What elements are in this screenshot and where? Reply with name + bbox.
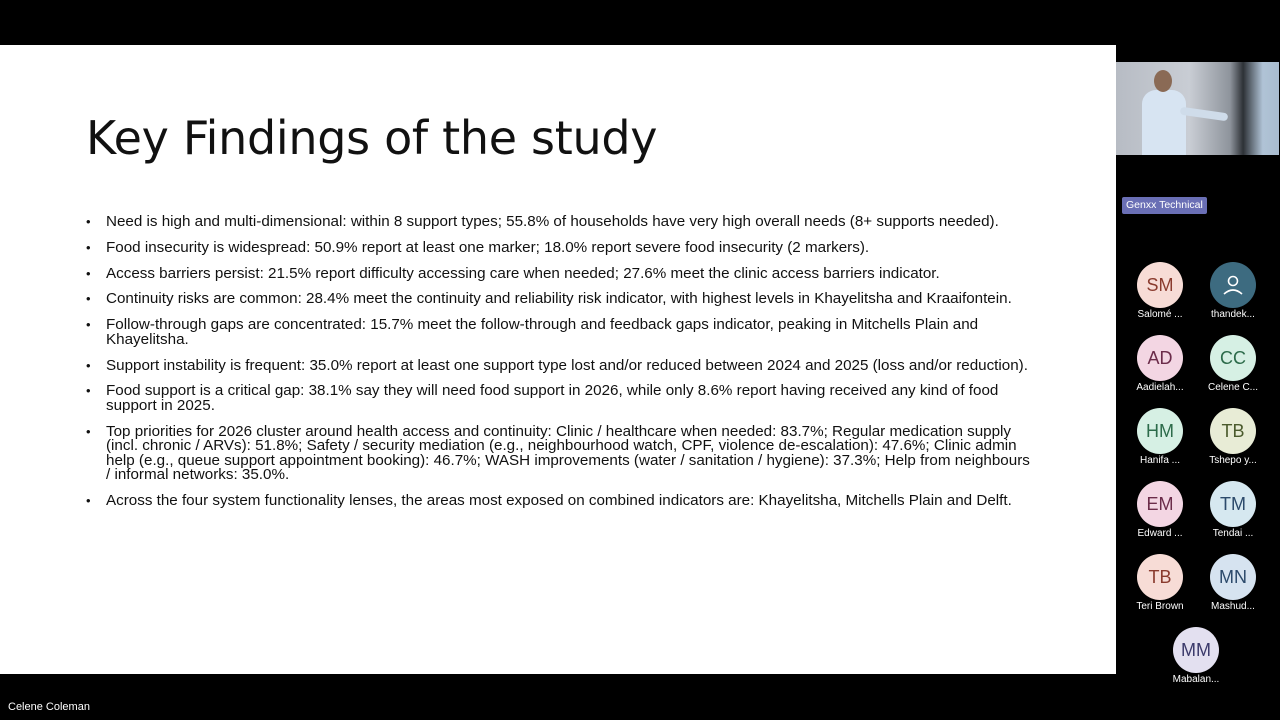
avatar: MM bbox=[1173, 627, 1219, 673]
participant-tile[interactable] bbox=[1124, 408, 1196, 466]
bullet-icon: • bbox=[86, 493, 91, 509]
participant-tile[interactable] bbox=[1124, 481, 1196, 539]
participant-tile[interactable] bbox=[1124, 335, 1196, 393]
avatar: CC bbox=[1210, 335, 1256, 381]
finding-item: • Food support is a critical gap: 38.1% say they will need food support in 2026, while only 8.6% report having received any kind of food support in 2025. bbox=[86, 382, 999, 414]
finding-item: • Follow-through gaps are concentrated: 15.7% meet the follow-through and feedback gaps indicator, peaking in Mitchells Plain and Khayelitsha. bbox=[86, 316, 979, 348]
findings-list bbox=[86, 215, 1036, 520]
bullet-icon: • bbox=[86, 214, 91, 229]
participant-tile[interactable] bbox=[1124, 554, 1196, 612]
participant-name: Mashud... bbox=[1211, 601, 1255, 612]
bullet-icon: • bbox=[86, 265, 91, 281]
participant-name: Hanifa ... bbox=[1139, 455, 1181, 466]
presenter-arm bbox=[1180, 107, 1229, 122]
participant-tile[interactable] bbox=[1197, 262, 1269, 320]
participant-name: Salomé ... bbox=[1137, 309, 1183, 320]
avatar: EM bbox=[1137, 481, 1183, 527]
avatar bbox=[1210, 262, 1256, 308]
avatar: TB bbox=[1137, 554, 1183, 600]
participant-name: Tendai ... bbox=[1212, 528, 1254, 539]
avatar: SM bbox=[1137, 262, 1183, 308]
participant-tile[interactable] bbox=[1197, 554, 1269, 612]
user-icon bbox=[1222, 274, 1244, 296]
participant-name: Aadielah... bbox=[1136, 382, 1184, 393]
finding-item: • Continuity risks are common: 28.4% meet the continuity and reliability risk indicator, with highest levels in Khayelitsha and Kraaifontein. bbox=[86, 290, 1012, 308]
shared-slide bbox=[0, 45, 1116, 674]
presenter-name-tag: Genxx Technical bbox=[1122, 197, 1207, 214]
participant-tile[interactable] bbox=[1124, 262, 1196, 320]
participant-name: Celene C... bbox=[1207, 382, 1259, 393]
participant-name: thandek... bbox=[1211, 309, 1255, 320]
participant-name: Teri Brown bbox=[1136, 601, 1184, 612]
avatar: HM bbox=[1137, 408, 1183, 454]
participant-tile[interactable] bbox=[1197, 408, 1269, 466]
avatar: TM bbox=[1210, 481, 1256, 527]
participant-tile[interactable] bbox=[1197, 481, 1269, 539]
finding-item: • Food insecurity is widespread: 50.9% report at least one marker; 18.0% report severe food insecurity (2 markers). bbox=[86, 238, 870, 256]
avatar: AD bbox=[1137, 335, 1183, 381]
finding-item: • Need is high and multi-dimensional: within 8 support types; 55.8% of households have very high overall needs (8+ supports needed). bbox=[86, 213, 999, 230]
finding-item: • Across the four system functionality lenses, the areas most exposed on combined indicators are: Khayelitsha, Mitchells Plain and Delft. bbox=[86, 492, 1012, 510]
bullet-icon: • bbox=[86, 423, 91, 439]
participant-name: Mabalan... bbox=[1172, 674, 1220, 685]
finding-item: • Top priorities for 2026 cluster around health access and continuity: Clinic / healthcare when needed: 83.7%; Regular medication supply (incl. chronic / ARVs): 51.8%; Safety / security mediation (e.g., neighbourhood watch, CPF, violence de-escalation): 47.6%; Clinic admin help (e.g., queue support appointment booking): 46.7%; WASH improvements (water / sanitation / hygiene): 37.3%; Help from neighbours / informal networks: 35.0%. bbox=[86, 422, 1030, 484]
participant-tile[interactable] bbox=[1197, 335, 1269, 393]
finding-item: • Support instability is frequent: 35.0% report at least one support type lost and/or reduced between 2024 and 2025 (loss and/or reduction). bbox=[86, 356, 1028, 374]
bullet-icon: • bbox=[86, 291, 91, 307]
presenter-video[interactable] bbox=[1116, 62, 1279, 155]
bullet-icon: • bbox=[86, 239, 91, 255]
current-speaker-label: Celene Coleman bbox=[8, 701, 90, 713]
bullet-icon: • bbox=[86, 357, 91, 373]
bullet-icon: • bbox=[86, 383, 91, 399]
participant-name: Tshepo y... bbox=[1209, 455, 1257, 466]
participant-name: Edward ... bbox=[1137, 528, 1183, 539]
finding-item: • Access barriers persist: 21.5% report difficulty accessing care when needed; 27.6% meet the clinic access barriers indicator. bbox=[86, 264, 940, 282]
presenter-head bbox=[1154, 70, 1172, 92]
slide-title: Key Findings of the study bbox=[86, 111, 658, 165]
presenter-figure bbox=[1142, 90, 1186, 155]
participant-tile[interactable] bbox=[1160, 627, 1232, 685]
avatar: TB bbox=[1210, 408, 1256, 454]
bullet-icon: • bbox=[86, 317, 91, 333]
avatar: MN bbox=[1210, 554, 1256, 600]
